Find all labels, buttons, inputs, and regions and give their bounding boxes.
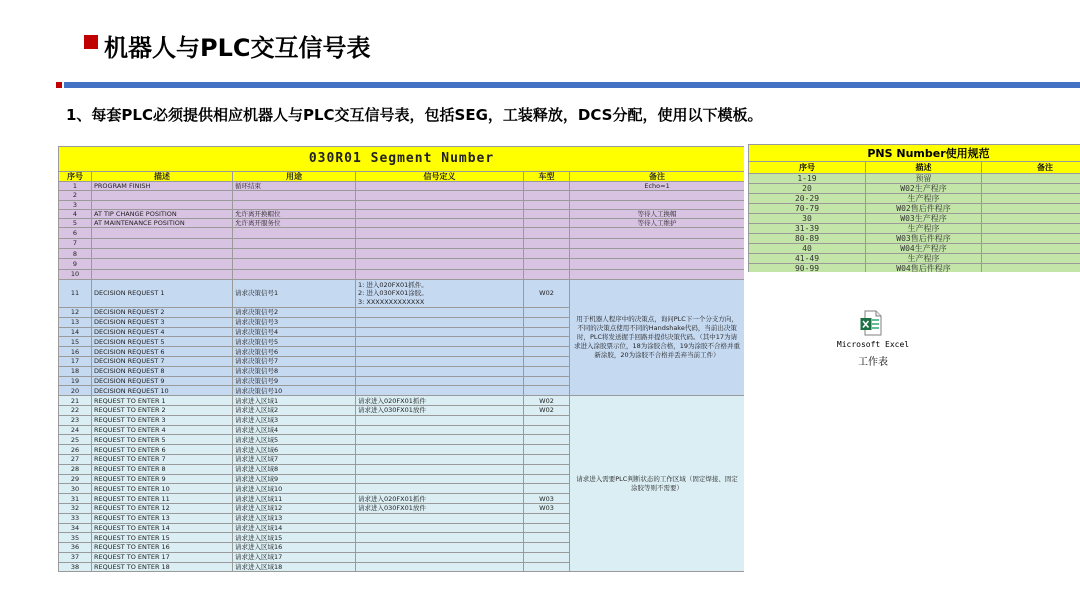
- column-header: 车型: [524, 172, 570, 182]
- row-note: [982, 234, 1080, 244]
- row-car-model: [524, 269, 570, 279]
- row-usage: 允许离开换帽位: [233, 209, 356, 218]
- row-description: [92, 228, 233, 238]
- row-description: W03售后件程序: [866, 234, 982, 244]
- column-header: 备注: [982, 162, 1080, 174]
- row-number: 31: [59, 494, 92, 504]
- row-number: 1: [59, 182, 92, 191]
- row-signal-definition: [356, 386, 524, 396]
- row-signal-definition: [356, 249, 524, 259]
- row-description: REQUEST TO ENTER 6: [92, 445, 233, 455]
- table-row: [59, 269, 745, 279]
- attachment-subname[interactable]: 工作表: [858, 357, 888, 368]
- row-note: 等待人工维护: [570, 219, 745, 228]
- row-note: [982, 254, 1080, 264]
- row-signal-definition: [356, 327, 524, 337]
- row-description: REQUEST TO ENTER 5: [92, 435, 233, 445]
- row-description: REQUEST TO ENTER 1: [92, 396, 233, 406]
- row-description: [92, 269, 233, 279]
- row-car-model: W02: [524, 396, 570, 406]
- row-number: 11: [59, 279, 92, 307]
- row-signal-definition: [356, 513, 524, 523]
- row-number: 23: [59, 415, 92, 425]
- row-description: REQUEST TO ENTER 4: [92, 425, 233, 435]
- row-car-model: [524, 454, 570, 464]
- segment-number-table: [58, 146, 744, 579]
- row-car-model: [524, 474, 570, 484]
- row-description: W02生产程序: [866, 184, 982, 194]
- row-usage: 请求进入区域9: [233, 474, 356, 484]
- table-row: [749, 234, 1080, 244]
- row-description: [92, 249, 233, 259]
- row-signal-definition: [356, 317, 524, 327]
- row-description: REQUEST TO ENTER 14: [92, 523, 233, 533]
- row-description: REQUEST TO ENTER 2: [92, 405, 233, 415]
- row-signal-definition: [356, 552, 524, 562]
- row-signal-definition: 请求进入020FX01抓件: [356, 494, 524, 504]
- row-signal-definition: [356, 307, 524, 317]
- row-note: [982, 264, 1080, 273]
- row-usage: 请求决策信号4: [233, 327, 356, 337]
- row-usage: [233, 200, 356, 209]
- row-number: 70-79: [749, 204, 866, 214]
- row-note: Echo=1: [570, 182, 745, 191]
- row-signal-definition: [356, 533, 524, 543]
- row-description: W04售后件程序: [866, 264, 982, 273]
- row-usage: 请求进入区域8: [233, 464, 356, 474]
- row-number: 3: [59, 200, 92, 209]
- table-row: [749, 254, 1080, 264]
- row-signal-definition: 请求进入020FX01抓件: [356, 396, 524, 406]
- row-usage: 请求进入区域15: [233, 533, 356, 543]
- row-description: REQUEST TO ENTER 13: [92, 513, 233, 523]
- row-signal-definition: [356, 376, 524, 386]
- row-note: [570, 259, 745, 269]
- row-description: [92, 191, 233, 200]
- title-marker: [84, 35, 98, 49]
- row-number: 20: [749, 184, 866, 194]
- row-car-model: [524, 228, 570, 238]
- row-car-model: [524, 182, 570, 191]
- table-row: [59, 182, 745, 191]
- row-car-model: W02: [524, 405, 570, 415]
- row-description: REQUEST TO ENTER 12: [92, 503, 233, 513]
- row-signal-definition: [356, 238, 524, 248]
- row-description: DECISION REQUEST 3: [92, 317, 233, 327]
- row-description: DECISION REQUEST 1: [92, 279, 233, 307]
- row-car-model: [524, 386, 570, 396]
- row-note: [570, 228, 745, 238]
- row-usage: 允许离开服务位: [233, 219, 356, 228]
- table-row: [59, 209, 745, 218]
- row-note: [982, 174, 1080, 184]
- column-header: 序号: [59, 172, 92, 182]
- row-description: W02售后件程序: [866, 204, 982, 214]
- row-usage: 请求进入区域13: [233, 513, 356, 523]
- row-car-model: [524, 219, 570, 228]
- row-car-model: [524, 191, 570, 200]
- row-usage: 请求决策信号6: [233, 347, 356, 357]
- row-signal-definition: [356, 356, 524, 366]
- row-description: REQUEST TO ENTER 3: [92, 415, 233, 425]
- row-signal-definition: [356, 523, 524, 533]
- column-header: 描述: [92, 172, 233, 182]
- row-note: [982, 224, 1080, 234]
- row-description: REQUEST TO ENTER 16: [92, 543, 233, 553]
- row-description: 生产程序: [866, 224, 982, 234]
- row-description: AT MAINTENANCE POSITION: [92, 219, 233, 228]
- row-usage: 请求进入区域4: [233, 425, 356, 435]
- row-description: REQUEST TO ENTER 15: [92, 533, 233, 543]
- row-car-model: [524, 513, 570, 523]
- row-description: 预留: [866, 174, 982, 184]
- row-number: 20-29: [749, 194, 866, 204]
- row-usage: [233, 191, 356, 200]
- row-signal-definition: [356, 484, 524, 494]
- row-number: 27: [59, 454, 92, 464]
- row-number: 18: [59, 366, 92, 376]
- row-number: 1-19: [749, 174, 866, 184]
- row-description: DECISION REQUEST 2: [92, 307, 233, 317]
- row-usage: 请求进入区域3: [233, 415, 356, 425]
- row-note: [570, 200, 745, 209]
- row-number: 10: [59, 269, 92, 279]
- pns-number-table: [748, 144, 1080, 272]
- row-car-model: [524, 209, 570, 218]
- row-signal-definition: [356, 347, 524, 357]
- row-usage: 请求决策信号10: [233, 386, 356, 396]
- row-number: 25: [59, 435, 92, 445]
- row-signal-definition: [356, 415, 524, 425]
- column-header: 描述: [866, 162, 982, 174]
- row-number: 28: [59, 464, 92, 474]
- row-signal-definition: [356, 543, 524, 553]
- row-car-model: [524, 347, 570, 357]
- row-signal-definition: [356, 200, 524, 209]
- row-number: 80-89: [749, 234, 866, 244]
- row-note: [982, 194, 1080, 204]
- row-car-model: [524, 337, 570, 347]
- row-car-model: [524, 259, 570, 269]
- excel-file-icon[interactable]: [860, 310, 882, 336]
- row-signal-definition: [356, 191, 524, 200]
- row-number: 37: [59, 552, 92, 562]
- table-row: [749, 224, 1080, 234]
- row-usage: 请求进入区域17: [233, 552, 356, 562]
- row-description: REQUEST TO ENTER 7: [92, 454, 233, 464]
- row-description: REQUEST TO ENTER 11: [92, 494, 233, 504]
- row-car-model: [524, 415, 570, 425]
- row-usage: 请求进入区域11: [233, 494, 356, 504]
- row-description: DECISION REQUEST 9: [92, 376, 233, 386]
- row-description: DECISION REQUEST 4: [92, 327, 233, 337]
- row-signal-definition: [356, 562, 524, 572]
- row-description: AT TIP CHANGE POSITION: [92, 209, 233, 218]
- row-signal-definition: [356, 209, 524, 218]
- table-row: [749, 184, 1080, 194]
- row-number: 33: [59, 513, 92, 523]
- table-row: [59, 219, 745, 228]
- row-signal-definition: 请求进入030FX01放件: [356, 503, 524, 513]
- row-note: [982, 244, 1080, 254]
- row-note: [570, 269, 745, 279]
- row-number: 41-49: [749, 254, 866, 264]
- row-car-model: [524, 356, 570, 366]
- row-car-model: [524, 366, 570, 376]
- row-signal-definition: [356, 228, 524, 238]
- row-number: 19: [59, 376, 92, 386]
- row-usage: [233, 228, 356, 238]
- row-description: W04生产程序: [866, 244, 982, 254]
- row-usage: 请求决策信号9: [233, 376, 356, 386]
- row-number: 9: [59, 259, 92, 269]
- pns-table-title: PNS Number使用规范: [749, 145, 1080, 162]
- slide-subtitle: 1、每套PLC必须提供相应机器人与PLC交互信号表，包括SEG，工装释放，DCS分配，使用以下模板。: [66, 106, 763, 124]
- row-usage: 请求进入区域7: [233, 454, 356, 464]
- row-number: 34: [59, 523, 92, 533]
- enter-note: 请求进入需要PLC判断状态的工作区域（固定焊接、固定涂胶等则不需要）: [570, 396, 745, 572]
- row-description: REQUEST TO ENTER 17: [92, 552, 233, 562]
- row-signal-definition: [356, 435, 524, 445]
- row-number: 13: [59, 317, 92, 327]
- row-number: 16: [59, 347, 92, 357]
- row-description: DECISION REQUEST 7: [92, 356, 233, 366]
- row-usage: [233, 249, 356, 259]
- row-description: REQUEST TO ENTER 18: [92, 562, 233, 572]
- row-description: [92, 238, 233, 248]
- row-description: DECISION REQUEST 6: [92, 347, 233, 357]
- segment-table-title: 030R01 Segment Number: [59, 147, 745, 172]
- row-description: [92, 200, 233, 209]
- table-row: [749, 174, 1080, 184]
- row-car-model: W03: [524, 494, 570, 504]
- row-number: 21: [59, 396, 92, 406]
- row-usage: 循环结束: [233, 182, 356, 191]
- row-description: DECISION REQUEST 10: [92, 386, 233, 396]
- row-car-model: [524, 376, 570, 386]
- row-signal-definition: [356, 182, 524, 191]
- row-number: 12: [59, 307, 92, 317]
- row-usage: 请求进入区域10: [233, 484, 356, 494]
- row-usage: [233, 269, 356, 279]
- row-number: 7: [59, 238, 92, 248]
- row-number: 32: [59, 503, 92, 513]
- row-usage: 请求进入区域18: [233, 562, 356, 572]
- row-number: 26: [59, 445, 92, 455]
- column-header: 序号: [749, 162, 866, 174]
- row-number: 17: [59, 356, 92, 366]
- row-usage: 请求进入区域2: [233, 405, 356, 415]
- row-number: 30: [749, 214, 866, 224]
- row-note: [982, 184, 1080, 194]
- table-row: [59, 228, 745, 238]
- row-car-model: [524, 543, 570, 553]
- row-note: 等待人工换帽: [570, 209, 745, 218]
- row-usage: 请求进入区域5: [233, 435, 356, 445]
- row-signal-definition: [356, 337, 524, 347]
- row-signal-definition: [356, 259, 524, 269]
- row-number: 14: [59, 327, 92, 337]
- table-row: [59, 238, 745, 248]
- row-number: 35: [59, 533, 92, 543]
- title-rule-accent: [56, 82, 62, 88]
- row-car-model: [524, 533, 570, 543]
- row-number: 38: [59, 562, 92, 572]
- row-number: 90-99: [749, 264, 866, 273]
- row-usage: 请求进入区域16: [233, 543, 356, 553]
- table-row: [749, 204, 1080, 214]
- row-number: 40: [749, 244, 866, 254]
- row-signal-definition: [356, 474, 524, 484]
- row-number: 6: [59, 228, 92, 238]
- row-signal-definition: [356, 464, 524, 474]
- row-number: 30: [59, 484, 92, 494]
- row-usage: [233, 238, 356, 248]
- row-number: 5: [59, 219, 92, 228]
- row-usage: [233, 259, 356, 269]
- row-description: W03生产程序: [866, 214, 982, 224]
- row-description: 生产程序: [866, 194, 982, 204]
- row-number: 36: [59, 543, 92, 553]
- row-car-model: [524, 249, 570, 259]
- row-signal-definition: [356, 269, 524, 279]
- row-description: REQUEST TO ENTER 8: [92, 464, 233, 474]
- row-car-model: [524, 562, 570, 572]
- row-usage: 请求进入区域6: [233, 445, 356, 455]
- row-note: [982, 204, 1080, 214]
- table-row: [749, 214, 1080, 224]
- row-note: [570, 249, 745, 259]
- table-row: [59, 279, 745, 307]
- row-car-model: [524, 464, 570, 474]
- attachment-name[interactable]: Microsoft Excel: [836, 340, 910, 349]
- row-number: 22: [59, 405, 92, 415]
- row-car-model: [524, 523, 570, 533]
- row-car-model: [524, 484, 570, 494]
- table-row: [59, 396, 745, 406]
- row-note: [982, 214, 1080, 224]
- row-description: PROGRAM FINISH: [92, 182, 233, 191]
- row-signal-definition: [356, 445, 524, 455]
- table-row: [59, 191, 745, 200]
- title-rule: [64, 82, 1080, 88]
- row-number: 8: [59, 249, 92, 259]
- row-number: 31-39: [749, 224, 866, 234]
- decision-note: 用于机器人程序中的决策点，询问PLC下一个分支方向，不同的决策点使用不同的Handshake代码，当前出决策时，PLC将发送握手回路并提供决策代码。（其中17为请求进入涂胶票示位，18为涂胶合格，19为涂胶不合格并重新涂胶，20为涂胶不合格并丢弃当前工件）: [570, 279, 745, 395]
- row-car-model: [524, 317, 570, 327]
- row-car-model: [524, 552, 570, 562]
- row-usage: 请求进入区域1: [233, 396, 356, 406]
- row-usage: 请求决策信号1: [233, 279, 356, 307]
- row-signal-definition: 1: 进入020FX01抓件。 2: 进入030FX01涂胶。 3: XXXXXXXXXXXXX: [356, 279, 524, 307]
- row-description: DECISION REQUEST 8: [92, 366, 233, 376]
- row-usage: 请求进入区域14: [233, 523, 356, 533]
- row-description: 生产程序: [866, 254, 982, 264]
- column-header: 备注: [570, 172, 745, 182]
- row-usage: 请求决策信号7: [233, 356, 356, 366]
- table-row: [749, 264, 1080, 273]
- row-note: [570, 238, 745, 248]
- row-description: REQUEST TO ENTER 9: [92, 474, 233, 484]
- row-usage: 请求决策信号3: [233, 317, 356, 327]
- row-car-model: [524, 435, 570, 445]
- row-number: 29: [59, 474, 92, 484]
- row-signal-definition: [356, 425, 524, 435]
- row-signal-definition: [356, 454, 524, 464]
- row-signal-definition: [356, 366, 524, 376]
- row-usage: 请求决策信号8: [233, 366, 356, 376]
- table-row: [749, 194, 1080, 204]
- row-car-model: [524, 425, 570, 435]
- row-number: 2: [59, 191, 92, 200]
- row-car-model: [524, 327, 570, 337]
- row-car-model: [524, 238, 570, 248]
- table-row: [59, 249, 745, 259]
- row-description: REQUEST TO ENTER 10: [92, 484, 233, 494]
- row-number: 20: [59, 386, 92, 396]
- table-row: [59, 259, 745, 269]
- row-usage: 请求决策信号5: [233, 337, 356, 347]
- row-car-model: [524, 445, 570, 455]
- row-signal-definition: [356, 219, 524, 228]
- table-row: [749, 244, 1080, 254]
- column-header: 信号定义: [356, 172, 524, 182]
- row-car-model: W02: [524, 279, 570, 307]
- row-number: 15: [59, 337, 92, 347]
- table-row: [59, 200, 745, 209]
- row-description: DECISION REQUEST 5: [92, 337, 233, 347]
- row-description: [92, 259, 233, 269]
- row-number: 4: [59, 209, 92, 218]
- row-usage: 请求进入区域12: [233, 503, 356, 513]
- row-car-model: W03: [524, 503, 570, 513]
- row-signal-definition: 请求进入030FX01放件: [356, 405, 524, 415]
- column-header: 用途: [233, 172, 356, 182]
- row-car-model: [524, 200, 570, 209]
- row-note: [570, 191, 745, 200]
- row-car-model: [524, 307, 570, 317]
- row-number: 24: [59, 425, 92, 435]
- row-usage: 请求决策信号2: [233, 307, 356, 317]
- slide-title: 机器人与PLC交互信号表: [104, 34, 371, 62]
